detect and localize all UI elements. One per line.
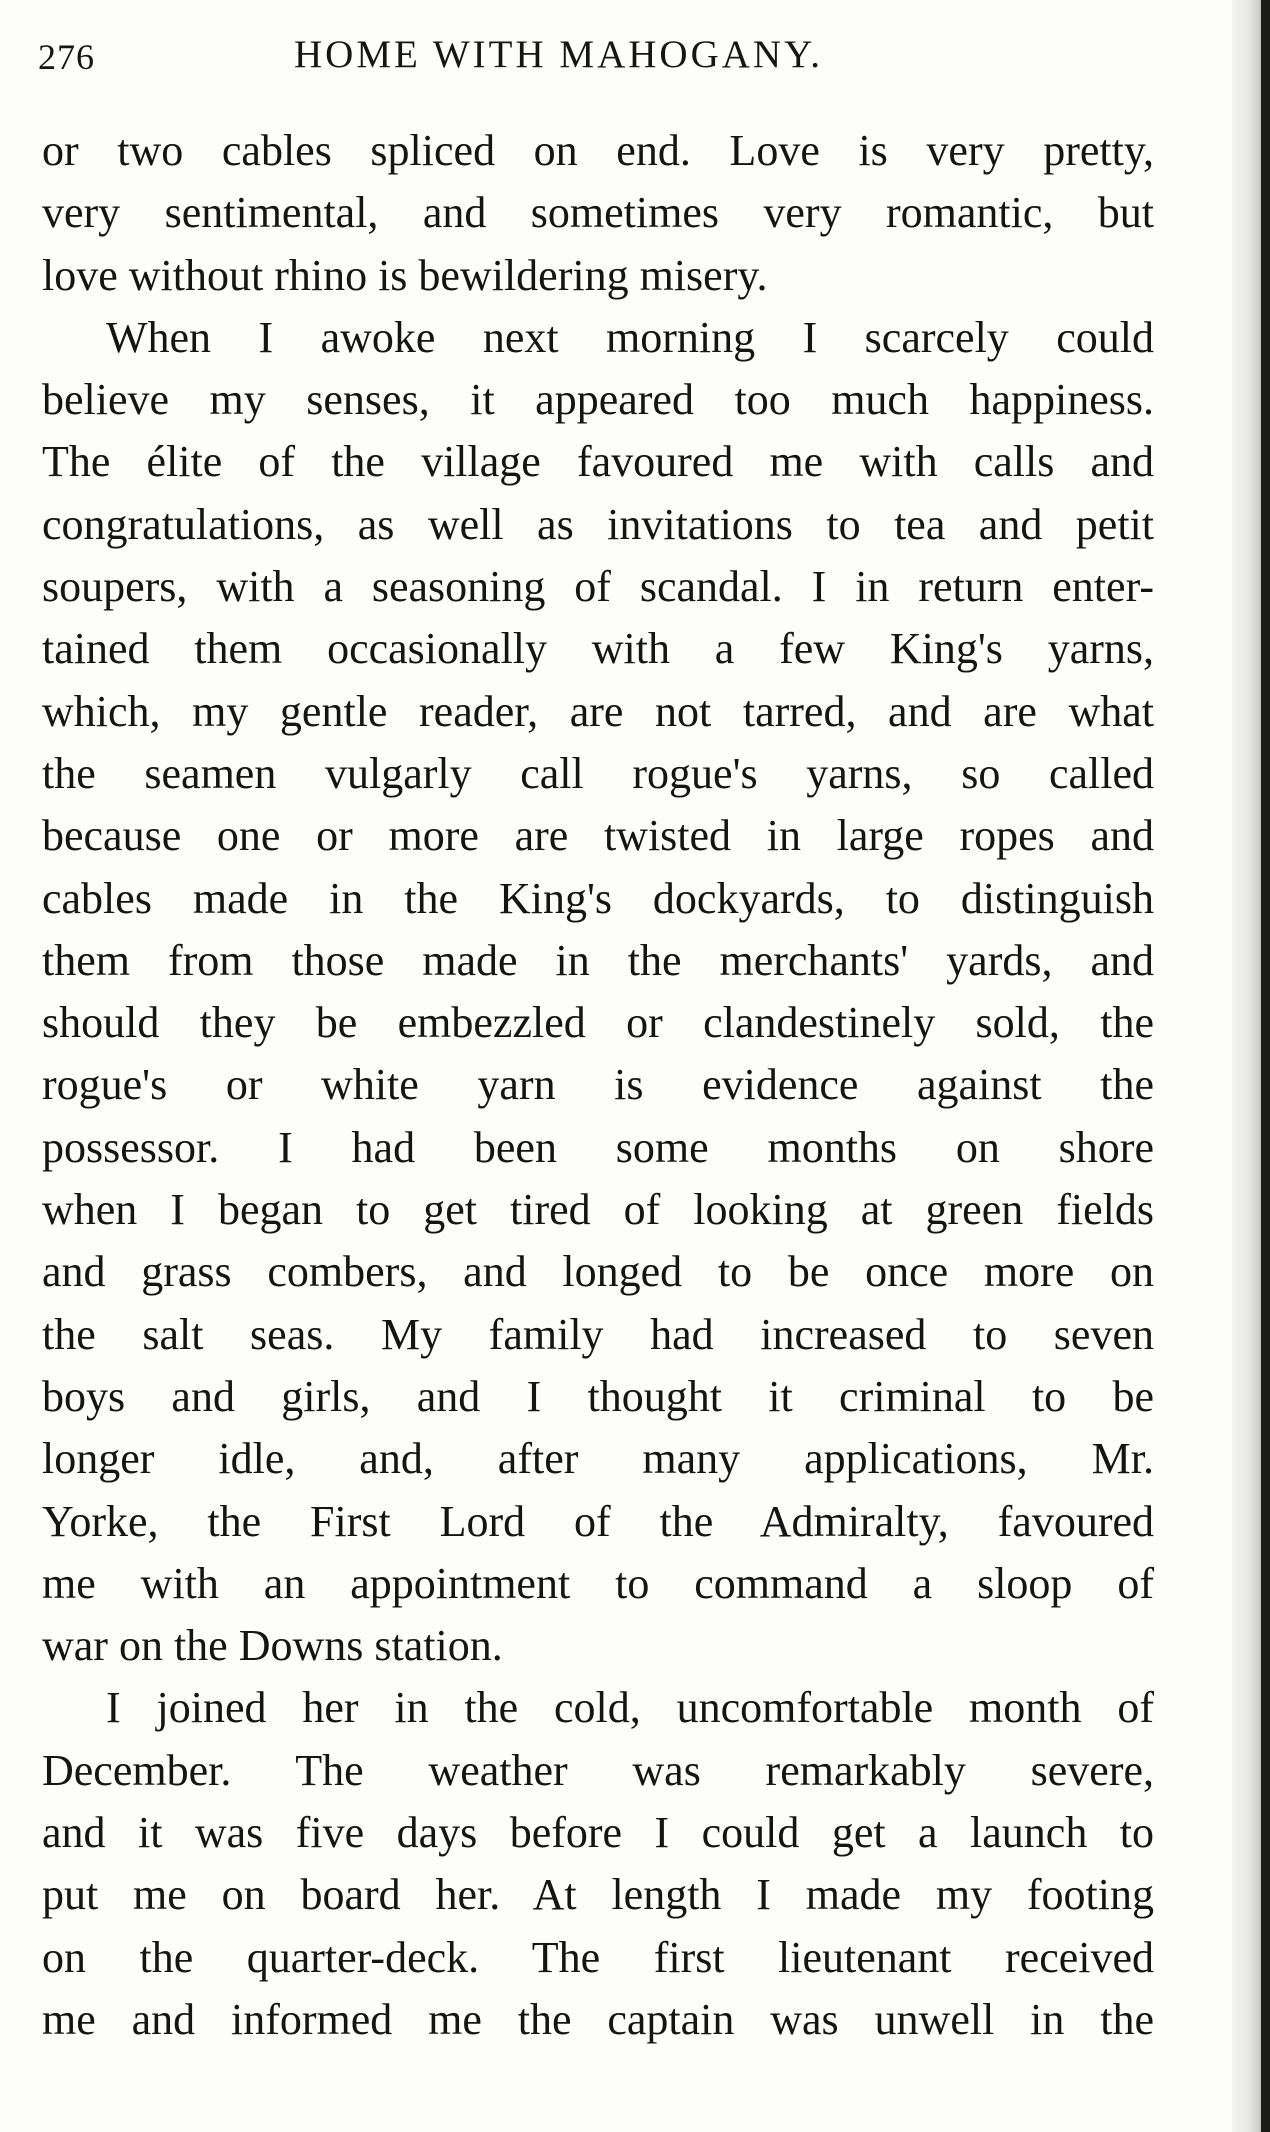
text-line: soupers, with a seasoning of scandal. I in return enter- [42, 562, 1154, 612]
text-line: congratulations, as well as invitations to tea and petit [42, 499, 1154, 549]
text-line: which, my gentle reader, are not tarred, and are what [42, 686, 1154, 736]
text-line: or two cables spliced on end. Love is very pretty, [42, 126, 1154, 175]
page-binding-edge [1261, 0, 1270, 2132]
text-line: The élite of the village favoured me with calls and [42, 437, 1154, 487]
text-line: me with an appointment to command a sloop of [42, 1558, 1154, 1608]
text-line: me and informed me the captain was unwell in the [42, 1994, 1154, 2044]
text-line: war on the Downs station. [42, 1621, 503, 1671]
text-line: I joined her in the cold, uncomfortable month of [106, 1683, 1154, 1733]
text-line: and grass combers, and longed to be once more on [42, 1247, 1154, 1297]
text-line: longer idle, and, after many applications, Mr. [42, 1434, 1154, 1484]
text-line: tained them occasionally with a few King's yarns, [42, 624, 1154, 674]
text-line: them from those made in the merchants' yards, and [42, 935, 1154, 985]
page-header [38, 28, 1158, 88]
text-line: put me on board her. At length I made my footing [42, 1870, 1154, 1920]
text-line: Yorke, the First Lord of the Admiralty, favoured [42, 1496, 1154, 1546]
text-line: very sentimental, and sometimes very romantic, but [42, 188, 1154, 238]
text-line: because one or more are twisted in large ropes and [42, 811, 1154, 861]
text-line: the seamen vulgarly call rogue's yarns, so called [42, 748, 1154, 798]
text-line: the salt seas. My family had increased to seven [42, 1309, 1154, 1359]
text-line: love without rhino is bewildering misery. [42, 250, 768, 300]
text-line: and it was five days before I could get a launch to [42, 1808, 1154, 1858]
running-head: HOME WITH MAHOGANY. [294, 33, 823, 76]
text-line: boys and girls, and I thought it criminal to be [42, 1371, 1154, 1421]
text-line: possessor. I had been some months on shore [42, 1122, 1154, 1172]
body-text [42, 120, 1154, 2051]
text-line: on the quarter-deck. The first lieutenant received [42, 1932, 1154, 1982]
text-line: cables made in the King's dockyards, to distinguish [42, 873, 1154, 923]
page-number: 276 [38, 37, 95, 77]
text-line: when I began to get tired of looking at green fields [42, 1185, 1154, 1235]
text-line: When I awoke next morning I scarcely could [106, 312, 1154, 362]
text-line: believe my senses, it appeared too much happiness. [42, 375, 1154, 425]
text-line: should they be embezzled or clandestinely sold, the [42, 998, 1154, 1048]
text-line: December. The weather was remarkably severe, [42, 1745, 1154, 1795]
text-line: rogue's or white yarn is evidence against the [42, 1060, 1154, 1110]
